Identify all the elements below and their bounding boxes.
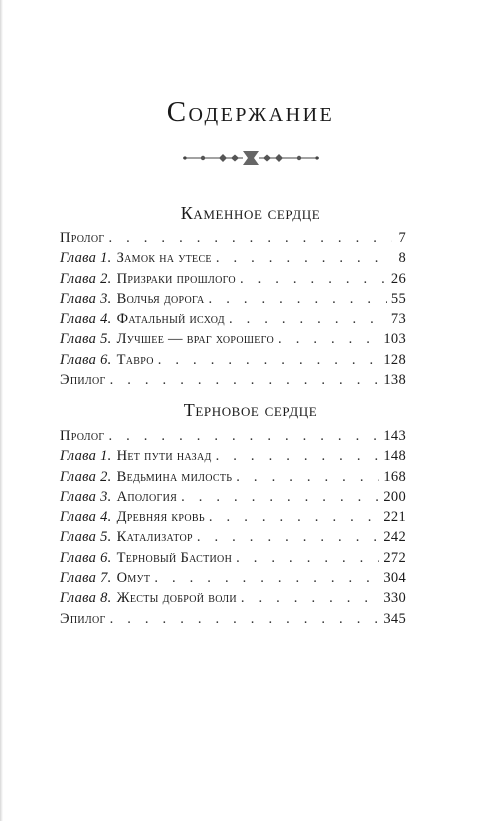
entry-title: Эпилог	[60, 610, 106, 627]
page-number: 272	[383, 549, 406, 566]
toc-entry-chapter-2[interactable]	[60, 271, 406, 291]
chapter-prefix: Глава 2.	[60, 270, 112, 287]
page-number: 345	[383, 610, 406, 627]
chapter-prefix: Глава 6.	[60, 549, 112, 566]
chapter-prefix: Глава 5.	[60, 529, 112, 546]
dot-leader	[241, 590, 379, 607]
entry-title: Омут	[116, 570, 151, 587]
toc-list-2	[60, 428, 406, 631]
dot-leader	[108, 230, 392, 247]
toc-entry-chapter-7[interactable]	[60, 570, 406, 590]
dot-leader	[108, 428, 379, 445]
entry-title: Фатальный исход	[116, 311, 225, 328]
page-number: 7	[398, 230, 406, 246]
toc-entry-prologue[interactable]	[60, 428, 406, 448]
toc-entry-chapter-6[interactable]	[60, 550, 406, 570]
chapter-prefix: Глава 3.	[60, 290, 112, 307]
toc-entry-epilogue[interactable]	[60, 611, 406, 631]
divider-ornament	[0, 148, 501, 168]
chapter-prefix: Глава 4.	[60, 509, 112, 526]
section-heading-2: Терновое сердце	[183, 400, 318, 420]
dot-leader	[209, 509, 379, 526]
toc-entry-chapter-6[interactable]	[60, 352, 406, 372]
section-heading-1: Каменное сердце	[180, 203, 321, 223]
toc-list-1	[60, 230, 406, 392]
page-number: 330	[383, 590, 406, 607]
toc-entry-chapter-1[interactable]	[60, 448, 406, 468]
chapter-prefix: Глава 3.	[60, 488, 112, 505]
toc-entry-chapter-4[interactable]	[60, 311, 406, 331]
entry-title: Нет пути назад	[116, 448, 212, 465]
page-number: 55	[390, 290, 406, 307]
toc-entry-chapter-2[interactable]	[60, 469, 406, 489]
page-number: 242	[383, 529, 406, 546]
chapter-prefix: Глава 8.	[60, 590, 112, 607]
dot-leader	[236, 469, 379, 486]
page-number: 304	[383, 570, 406, 587]
entry-title: Терновый Бастион	[116, 549, 233, 566]
entry-title: Апология	[116, 488, 178, 505]
entry-title: Волчья дорога	[116, 290, 205, 307]
page-number: 26	[390, 270, 406, 287]
toc-entry-chapter-5[interactable]	[60, 331, 406, 351]
dot-leader	[209, 291, 387, 308]
entry-title: Эпилог	[60, 372, 106, 389]
dot-leader	[158, 352, 380, 369]
toc-entry-chapter-3[interactable]	[60, 291, 406, 311]
toc-entry-chapter-8[interactable]	[60, 590, 406, 610]
page-number: 128	[383, 351, 406, 368]
page-number: 143	[383, 428, 406, 444]
entry-title: Жесты доброй воли	[116, 590, 237, 607]
chapter-prefix: Глава 5.	[60, 331, 112, 348]
page-number: 8	[398, 250, 406, 267]
chapter-prefix: Глава 6.	[60, 351, 112, 368]
chapter-prefix: Глава 7.	[60, 570, 112, 587]
page-number: 103	[383, 331, 406, 348]
entry-title: Тавро	[116, 351, 154, 368]
dot-leader	[216, 448, 380, 465]
toc-entry-chapter-4[interactable]	[60, 509, 406, 529]
page-number: 148	[383, 448, 406, 465]
toc-entry-chapter-3[interactable]	[60, 489, 406, 509]
dot-leader	[181, 489, 379, 506]
dot-leader	[110, 611, 380, 628]
entry-title: Пролог	[60, 230, 105, 246]
dot-leader	[229, 311, 387, 328]
page-number: 221	[383, 509, 406, 526]
page-number: 73	[390, 311, 406, 328]
toc-entry-prologue[interactable]	[60, 230, 406, 250]
entry-title: Катализатор	[116, 529, 193, 546]
entry-title: Призраки прошлого	[116, 270, 236, 287]
dot-leader	[240, 271, 387, 288]
entry-title: Замок на утесе	[116, 250, 212, 267]
dot-leader	[278, 331, 379, 348]
chapter-prefix: Глава 4.	[60, 311, 112, 328]
dot-leader	[154, 570, 379, 587]
entry-title: Пролог	[60, 428, 105, 444]
dot-leader	[216, 250, 392, 267]
flourish-icon	[181, 148, 321, 168]
page-number: 200	[383, 488, 406, 505]
dot-leader	[197, 529, 379, 546]
toc-entry-epilogue[interactable]	[60, 372, 406, 392]
page-title: Содержание	[166, 96, 335, 128]
chapter-prefix: Глава 1.	[60, 250, 112, 267]
entry-title: Лучшее — враг хорошего	[116, 331, 275, 348]
dot-leader	[110, 372, 380, 389]
page-number: 168	[383, 468, 406, 485]
toc-entry-chapter-5[interactable]	[60, 529, 406, 549]
chapter-prefix: Глава 2.	[60, 468, 112, 485]
chapter-prefix: Глава 1.	[60, 448, 112, 465]
entry-title: Древняя кровь	[116, 509, 205, 526]
page-number: 138	[383, 372, 406, 389]
dot-leader	[236, 550, 379, 567]
toc-entry-chapter-1[interactable]	[60, 250, 406, 270]
entry-title: Ведьмина милость	[116, 468, 233, 485]
